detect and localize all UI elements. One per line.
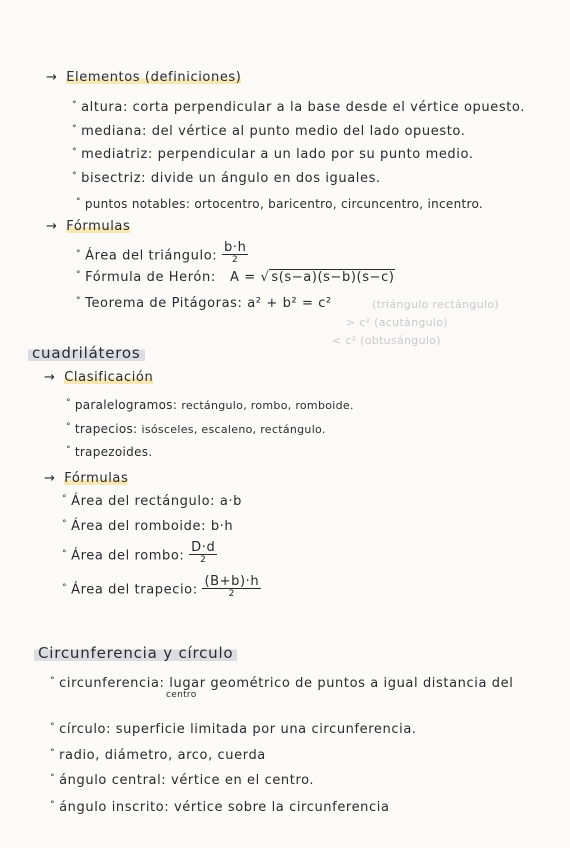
bullet-icon: °	[76, 296, 82, 306]
fraction: $\frac{D\cdot d}{2}$	[191, 540, 216, 565]
arrow-right-icon: →	[46, 70, 58, 85]
pitagoras-note-1: (triángulo rectángulo)	[372, 298, 499, 311]
bullet-icon: °	[50, 748, 56, 758]
list-item-trapecios: ° trapecios: isósceles, escaleno, rectángulo.	[66, 422, 326, 436]
formula-heron: ° Fórmula de Herón: A = √ s(s−a)(s−b)(s−c)	[76, 270, 395, 285]
pitagoras-note-2: > c² (acutángulo)	[346, 316, 448, 329]
bullet-icon: °	[50, 676, 56, 686]
quads-heading: cuadriláteros	[28, 344, 145, 362]
list-item-mediatriz: ° mediatriz: perpendicular a un lado por su punto medio.	[72, 147, 474, 162]
bullet-icon: °	[76, 270, 82, 280]
bullet-icon: °	[66, 445, 71, 455]
bullet-icon: °	[72, 124, 78, 134]
bullet-icon: °	[50, 800, 56, 810]
arrow-right-icon: →	[44, 471, 56, 486]
formula-area-rectangle: ° Área del rectángulo: a·b	[62, 494, 242, 509]
bullet-icon: °	[62, 582, 68, 593]
formula-area-triangle: ° Área del triángulo: $\frac{b\cdot h}{2}$	[76, 240, 247, 265]
bullet-icon: °	[50, 773, 56, 783]
bullet-icon: °	[72, 147, 78, 157]
fraction: $\frac{(B+b)\cdot h}{2}$	[204, 574, 260, 599]
formula-area-romboide: ° Área del romboide: b·h	[62, 519, 234, 534]
list-item-paralelogramos: ° paralelogramos: rectángulo, rombo, romboide.	[66, 398, 354, 412]
bullet-icon: °	[50, 722, 56, 732]
list-item-radio: ° radio, diámetro, arco, cuerda	[50, 748, 266, 763]
list-item-trapezoides: ° trapezoides.	[66, 445, 153, 459]
classification-heading: → Clasificación	[44, 370, 154, 385]
circle-heading: Circunferencia y círculo	[34, 644, 237, 662]
bullet-icon: °	[66, 398, 71, 408]
bullet-icon: °	[76, 197, 81, 207]
formula-area-rombo: ° Área del rombo: $\frac{D\cdot d}{2}$	[62, 540, 216, 565]
elements-heading	[46, 70, 241, 85]
list-item-altura: ° altura: corta perpendicular a la base desde el vértice opuesto.	[72, 100, 525, 115]
sqrt-icon: √	[260, 270, 270, 285]
bullet-icon: °	[62, 548, 68, 559]
bullet-icon: °	[62, 494, 68, 504]
elements-heading-text: Elementos (definiciones)	[66, 70, 242, 85]
fraction: $\frac{b\cdot h}{2}$	[223, 240, 247, 265]
pitagoras-note-3: < c² (obtusángulo)	[332, 334, 441, 347]
arrow-right-icon: →	[44, 370, 56, 385]
bullet-icon: °	[72, 171, 78, 181]
bullet-icon: °	[66, 422, 71, 432]
formula-area-trapecio: ° Área del trapecio: $\frac{(B+b)\cdot h}{2}$	[62, 574, 260, 599]
bullet-icon: °	[72, 100, 78, 110]
formulas-heading-quads: → Fórmulas	[44, 471, 129, 486]
list-item-angulo-central: ° ángulo central: vértice en el centro.	[50, 773, 315, 788]
list-item-circulo: ° círculo: superficie limitada por una circunferencia.	[50, 722, 417, 737]
centro-note: centro	[166, 690, 197, 700]
bullet-icon: °	[62, 519, 68, 529]
list-item-puntos-notables: ° puntos notables: ortocentro, baricentro, circuncentro, incentro.	[76, 197, 484, 211]
arrow-right-icon: →	[46, 219, 58, 234]
list-item-bisectriz: ° bisectriz: divide un ángulo en dos iguales.	[72, 171, 381, 186]
bullet-icon: °	[76, 248, 82, 259]
formula-pitagoras: ° Teorema de Pitágoras: a² + b² = c²	[76, 296, 332, 311]
formulas-heading-triangles: → Fórmulas	[46, 219, 131, 234]
list-item-angulo-inscrito: ° ángulo inscrito: vértice sobre la circunferencia	[50, 800, 390, 815]
list-item-circunferencia: ° circunferencia: lugar geométrico de puntos a igual distancia del	[50, 676, 514, 691]
list-item-mediana: ° mediana: del vértice al punto medio del lado opuesto.	[72, 124, 466, 139]
